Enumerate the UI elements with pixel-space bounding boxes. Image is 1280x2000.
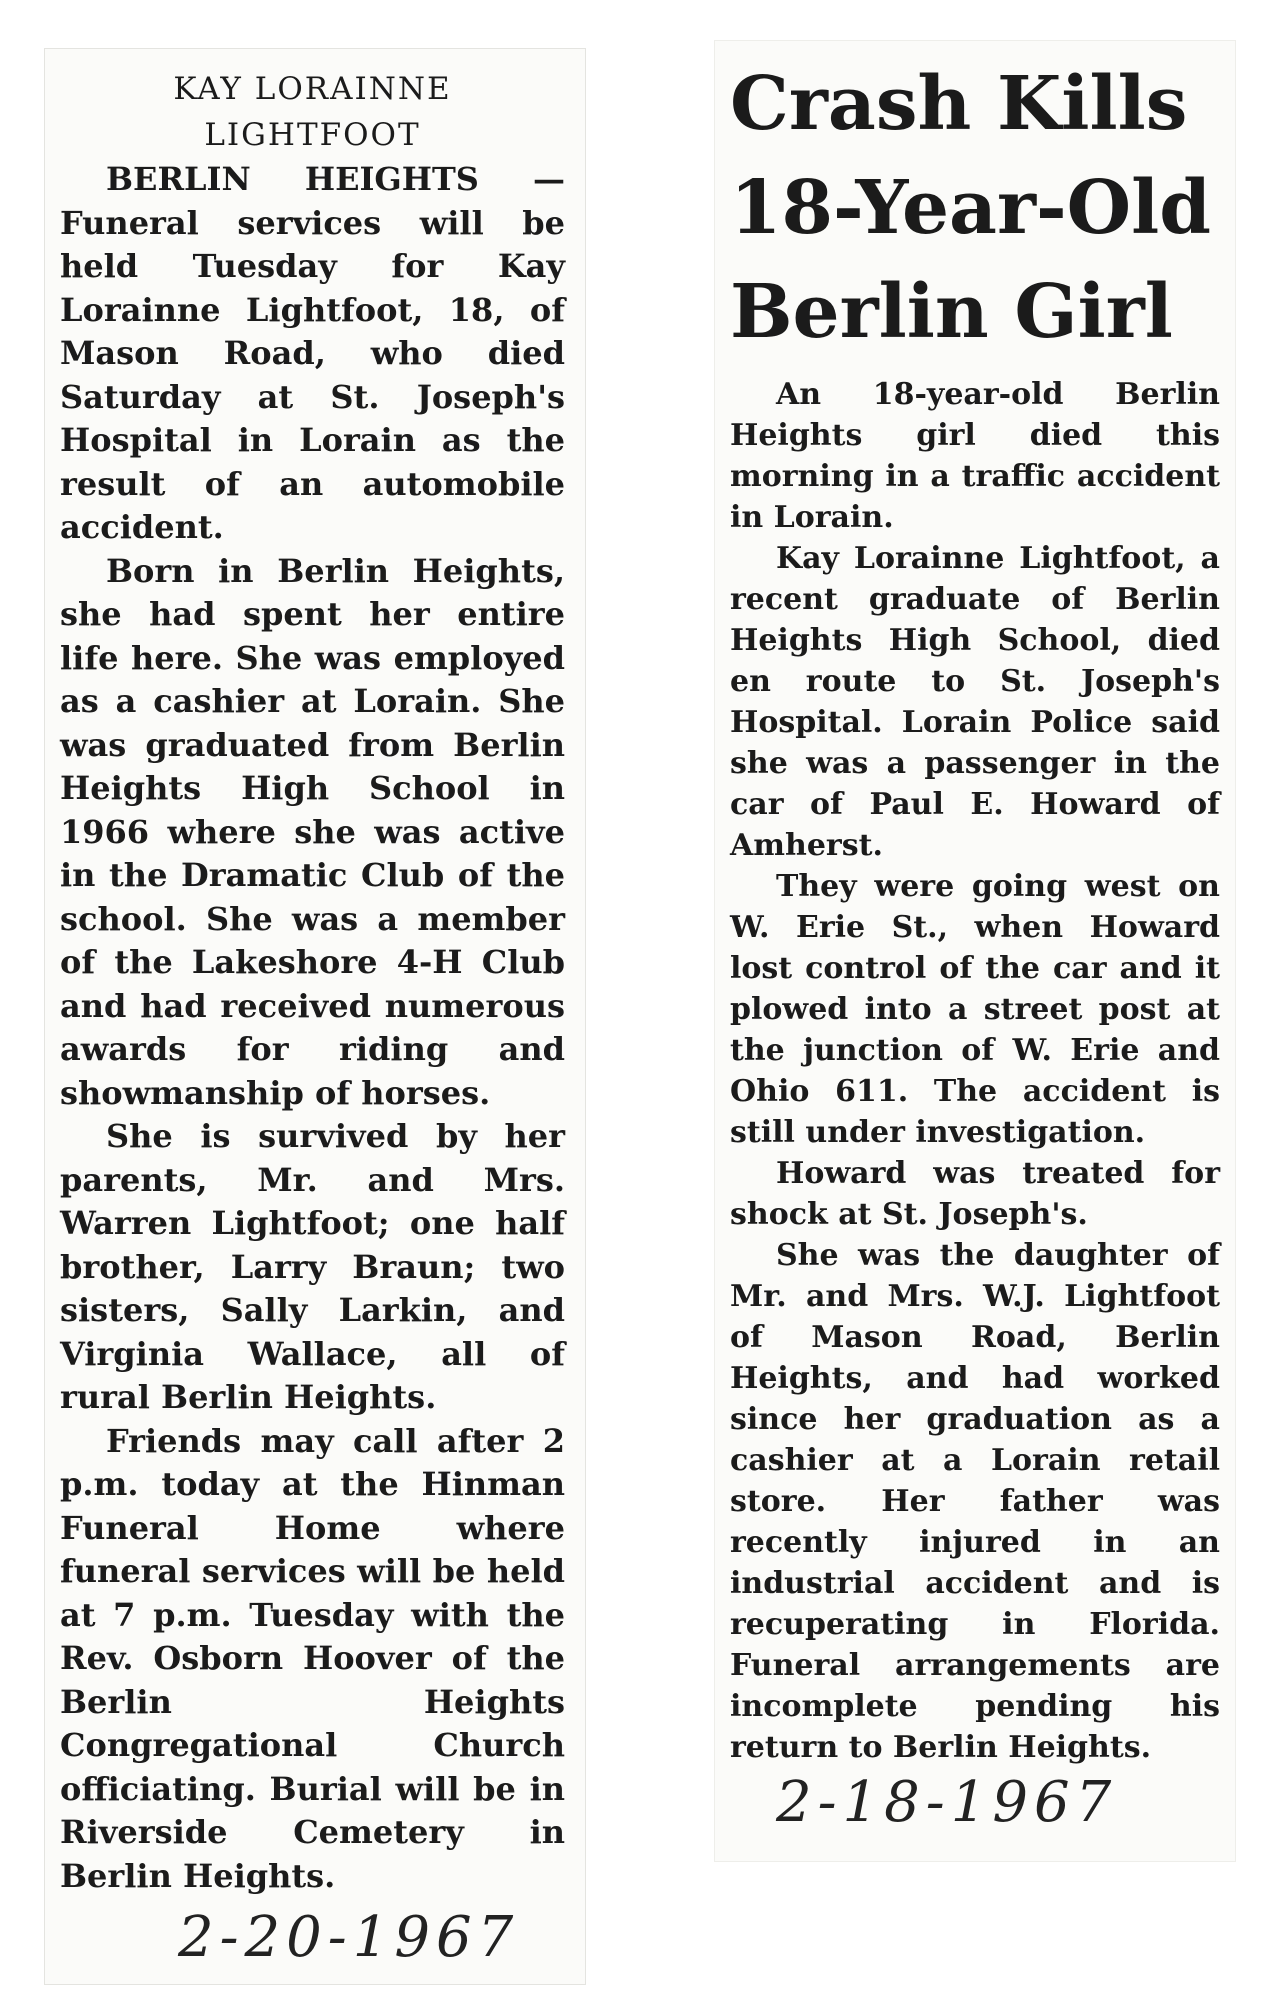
obituary-column (60, 68, 565, 1898)
news-article-column (730, 52, 1220, 1768)
obituary-name-line-2: LIGHTFOOT (204, 117, 421, 153)
headline-line-1: Crash Kills (730, 61, 1188, 147)
headline-line-3: Berlin Girl (730, 269, 1173, 355)
obituary-paragraph: BERLIN HEIGHTS — Funeral services will be held Tuesday for Kay Lorainne Lightfoot, 18, of Mason Road, who died Saturday at St. Joseph's Hospital in Lorain as the result of an automobile accident. (60, 160, 565, 546)
article-body (730, 374, 1220, 1768)
headline-line-2: 18-Year-Old (730, 165, 1211, 251)
obituary-paragraph: Friends may call after 2 p.m. today at the Hinman Funeral Home where funeral services will be held at 7 p.m. Tuesday with the Rev. Osborn Hoover of the Berlin Heights Congregational Church officiating. Burial will be in Riverside Cemetery in Berlin Heights. (60, 1421, 565, 1895)
article-paragraph: Kay Lorainne Lightfoot, a recent graduate of Berlin Heights High School, died en route to St. Joseph's Hospital. Lorain Police said she was a passenger in the car of Paul E. Howard of Amherst. (730, 541, 1220, 863)
article-paragraph: They were going west on W. Erie St., when Howard lost control of the car and it plowed into a street post at the junction of W. Erie and Ohio 611. The accident is still under investigation. (730, 869, 1220, 1150)
obituary-body (60, 158, 565, 1898)
handwritten-date-article: 2-18-1967 (776, 1770, 1118, 1835)
article-paragraph: She was the daughter of Mr. and Mrs. W.J. Lightfoot of Mason Road, Berlin Heights, and had worked since her graduation as a cashier at a Lorain retail store. Her father was recently injured in an industrial accident and is recuperating in Florida. Funeral arrangements are incomplete pending his return to Berlin Heights. (730, 1238, 1220, 1765)
article-headline (730, 52, 1220, 364)
handwritten-date-obituary: 2-20-1967 (178, 1905, 520, 1970)
obituary-paragraph: Born in Berlin Heights, she had spent her entire life here. She was employed as a cashier at Lorain. She was graduated from Berlin Heights High School in 1966 where she was active in the Dramatic Club of the school. She was a member of the Lakeshore 4-H Club and had received numerous awards for riding and showmanship of horses. (60, 551, 565, 1112)
article-paragraph: An 18-year-old Berlin Heights girl died this morning in a traffic accident in Lorain. (730, 377, 1220, 535)
obituary-paragraph: She is survived by her parents, Mr. and Mrs. Warren Lightfoot; one half brother, Larry Braun; two sisters, Sally Larkin, and Virginia Wallace, all of rural Berlin Heights. (60, 1117, 565, 1416)
article-paragraph: Howard was treated for shock at St. Joseph's. (730, 1156, 1220, 1232)
obituary-name-line-1: KAY LORAINNE (173, 71, 452, 107)
